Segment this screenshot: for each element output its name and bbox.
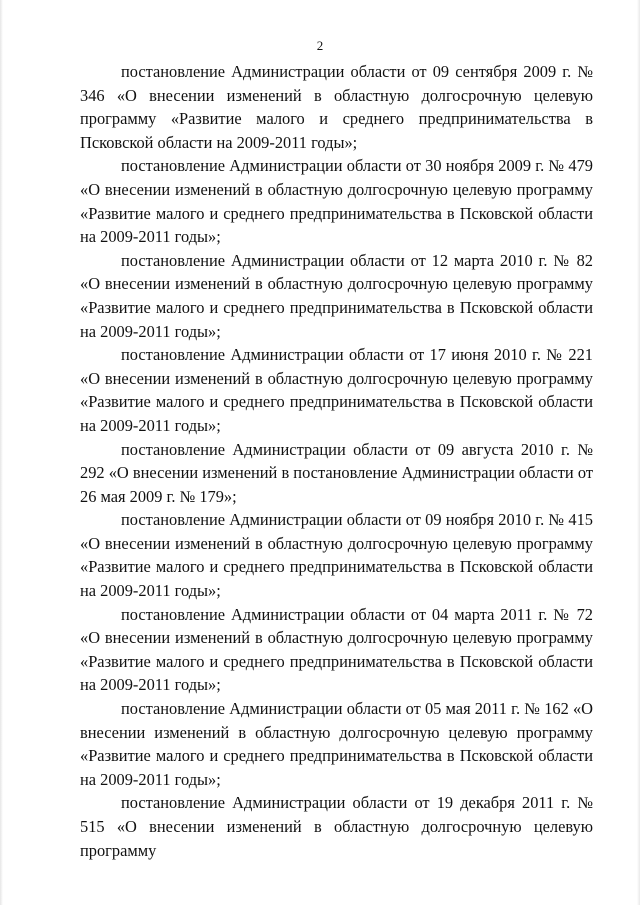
paragraph-1: постановление Администрации области от 09 сентября 2009 г. № 346 «О внесении изменений в областную долгосрочную целевую программу «Развитие малого и среднего предпринимательства в Псковской области на 2009-2011 годы»; — [80, 62, 593, 152]
document-body — [80, 60, 593, 862]
page-number: 2 — [316, 38, 324, 53]
paragraph-9: постановление Администрации области от 19 декабря 2011 г. № 515 «О внесении изменений в областную долгосрочную целевую программу — [80, 793, 593, 860]
paragraph-5: постановление Администрации области от 09 августа 2010 г. № 292 «О внесении изменений в постановление Администрации области от 26 мая 2009 г. № 179»; — [80, 439, 593, 506]
paragraph-2: постановление Администрации области от 30 ноября 2009 г. № 479 «О внесении изменений в областную долгосрочную целевую программу «Развитие малого и среднего предпринимательства в Псковской области на 2009-2011 годы»; — [80, 156, 593, 247]
paragraph-4: постановление Администрации области от 17 июня 2010 г. № 221 «О внесении изменений в областную долгосрочную целевую программу «Развитие малого и среднего предпринимательства в Псковской области на 2009-2011 годы»; — [80, 345, 593, 435]
paragraph-7: постановление Администрации области от 04 марта 2011 г. № 72 «О внесении изменений в областную долгосрочную целевую программу «Развитие малого и среднего предпринимательства в Псковской области на 2009-2011 годы»; — [80, 604, 593, 695]
paragraph-6: постановление Администрации области от 09 ноября 2010 г. № 415 «О внесении изменений в областную долгосрочную целевую программу «Развитие малого и среднего предпринимательства в Псковской области на 2009-2011 годы»; — [80, 510, 593, 601]
paragraph-3: постановление Администрации области от 12 марта 2010 г. № 82 «О внесении изменений в областную долгосрочную целевую программу «Развитие малого и среднего предпринимательства в Псковской области на 2009-2011 годы»; — [80, 250, 593, 341]
paragraph-8: постановление Администрации области от 05 мая 2011 г. № 162 «О внесении изменений в областную долгосрочную целевую программу «Развитие малого и среднего предпринимательства в Псковской области на 2009-2011 годы»; — [80, 699, 593, 789]
scan-edge-left — [0, 0, 3, 905]
